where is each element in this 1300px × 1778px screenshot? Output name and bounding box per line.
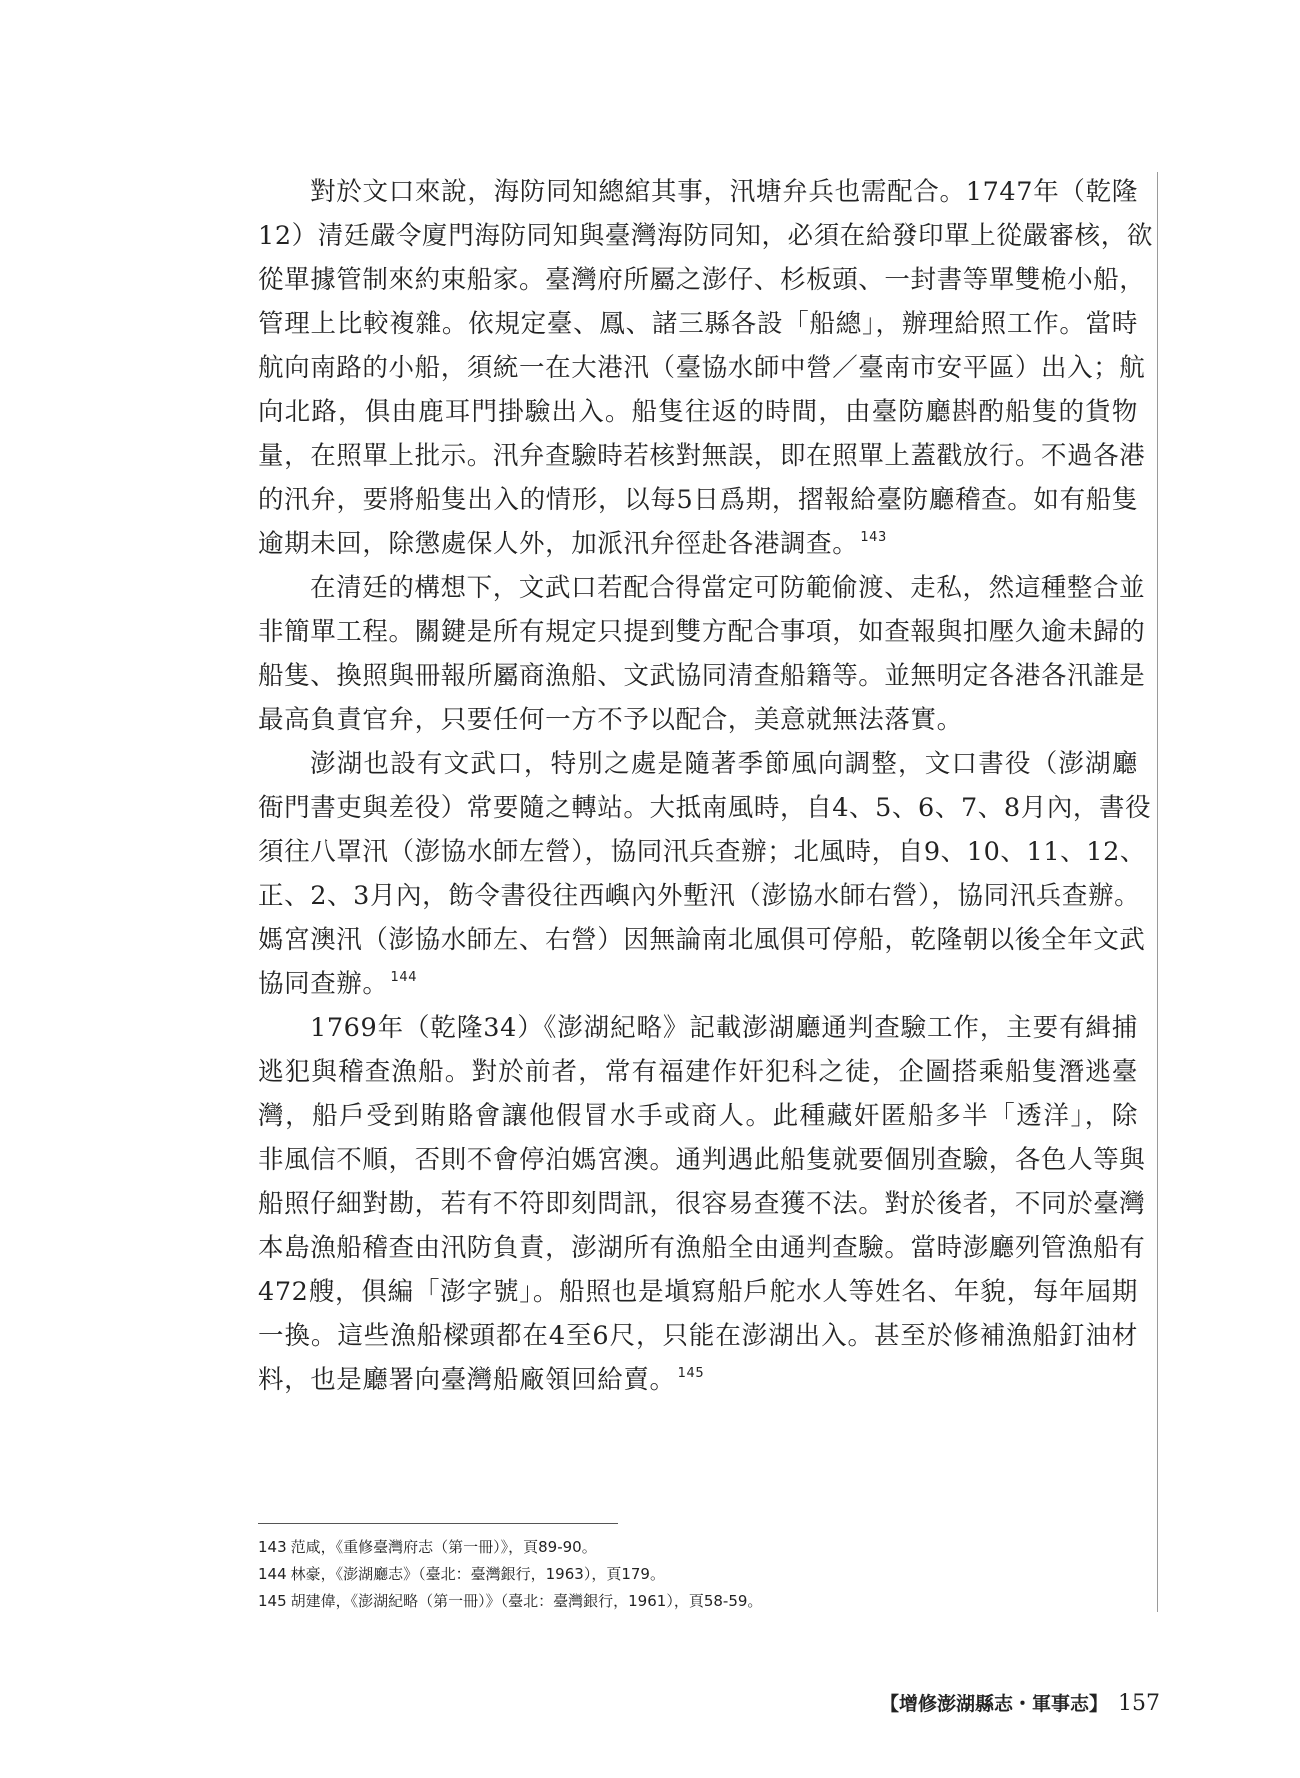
footnote-145 — [258, 1588, 1138, 1615]
footnote-text: 林豪，《澎湖廳志》（臺北：臺灣銀行，1963），頁179。 — [290, 1565, 665, 1583]
text-line: 從單據管制來約束船家。臺灣府所屬之澎仔、杉板頭、一封書等單雙桅小船， — [258, 265, 1146, 295]
text-line: 非簡單工程。關鍵是所有規定只提到雙方配合事項，如查報與扣壓久逾未歸的 — [258, 617, 1146, 647]
text-line: 非風信不順，否則不會停泊媽宮澳。通判遇此船隻就要個別查驗，各色人等與 — [258, 1145, 1146, 1175]
text-line: 量，在照單上批示。汛弁查驗時若核對無誤，即在照單上蓋戳放行。不過各港 — [258, 441, 1146, 471]
text-line: 一換。這些漁船樑頭都在4至6尺，只能在澎湖出入。甚至於修補漁船釘油材 — [258, 1321, 1138, 1351]
footnote-ref-143[interactable]: 143 — [860, 530, 887, 545]
margin-rule — [1157, 172, 1158, 1612]
body-text — [258, 170, 1153, 1402]
text-line: 船隻、換照與冊報所屬商漁船、文武協同清查船籍等。並無明定各港各汛誰是 — [258, 661, 1146, 691]
text-line — [258, 1358, 1138, 1402]
text-line: 向北路，俱由鹿耳門掛驗出入。船隻往返的時間，由臺防廳斟酌船隻的貨物 — [258, 397, 1138, 427]
footnote-144 — [258, 1561, 1138, 1588]
footnotes — [258, 1534, 1138, 1615]
text-line — [258, 522, 1138, 566]
text-line: 管理上比較複雜。依規定臺、鳳、諸三縣各設「船總」，辦理給照工作。當時 — [258, 309, 1138, 339]
page-number: 157 — [1118, 1691, 1160, 1716]
paragraph-3 — [258, 742, 1152, 1006]
footnote-number: 144 — [258, 1565, 287, 1583]
footnote-ref-144[interactable]: 144 — [390, 970, 418, 985]
text-line: 最高負責官弁，只要任何一方不予以配合，美意就無法落實。 — [258, 705, 963, 735]
text-line: 澎湖也設有文武口，特別之處是隨著季節風向調整，文口書役（澎湖廳 — [310, 749, 1138, 779]
footnote-number: 145 — [258, 1592, 287, 1610]
text-line: 本島漁船稽查由汛防負責，澎湖所有漁船全由通判查驗。當時澎廳列管漁船有 — [258, 1233, 1146, 1263]
footnote-number: 143 — [258, 1538, 287, 1556]
footnote-text: 范咸，《重修臺灣府志（第一冊）》，頁89-90。 — [290, 1538, 597, 1556]
text-line-content: 料，也是廳署向臺灣船廠領回給賣。 — [258, 1365, 676, 1395]
text-line: 472艘，俱編「澎字號」。船照也是塡寫船戶舵水人等姓名、年貌，每年屆期 — [258, 1277, 1138, 1307]
text-line: 灣，船戶受到賄賂會讓他假冒水手或商人。此種藏奸匿船多半「透洋」，除 — [258, 1101, 1138, 1131]
text-line: 船照仔細對勘，若有不符即刻問訊，很容易查獲不法。對於後者，不同於臺灣 — [258, 1189, 1146, 1219]
footnote-ref-145[interactable]: 145 — [677, 1366, 705, 1381]
footnote-143 — [258, 1534, 1138, 1561]
text-line-content: 逾期未回，除懲處保人外，加派汛弁徑赴各港調查。 — [258, 529, 859, 559]
paragraph-1 — [258, 170, 1153, 566]
text-line: 衙門書吏與差役）常要隨之轉站。大抵南風時，自4、5、6、7、8月內，書役 — [258, 793, 1152, 823]
book-title: 【增修澎湖縣志・軍事志】 — [879, 1693, 1108, 1715]
paragraph-4 — [258, 1006, 1146, 1402]
text-line: 正、2、3月內，飭令書役往西嶼內外塹汛（澎協水師右營），協同汛兵查辦。 — [258, 881, 1141, 911]
paragraph-2 — [258, 566, 1146, 742]
text-line: 航向南路的小船，須統一在大港汛（臺協水師中營／臺南市安平區）出入；航 — [258, 353, 1146, 383]
text-line: 1769年（乾隆34）《澎湖紀略》記載澎湖廳通判查驗工作，主要有緝捕 — [310, 1013, 1138, 1043]
text-line: 在清廷的構想下，文武口若配合得當定可防範偷渡、走私，然這種整合並 — [310, 573, 1146, 603]
text-line: 媽宮澳汛（澎協水師左、右營）因無論南北風俱可停船，乾隆朝以後全年文武 — [258, 925, 1146, 955]
text-line: 的汛弁，要將船隻出入的情形，以每5日爲期，摺報給臺防廳稽查。如有船隻 — [258, 485, 1138, 515]
text-line: 12）清廷嚴令廈門海防同知與臺灣海防同知，必須在給發印單上從嚴審核，欲 — [258, 221, 1153, 251]
footnote-text: 胡建偉，《澎湖紀略（第一冊）》（臺北：臺灣銀行，1961），頁58-59。 — [290, 1592, 763, 1610]
running-footer — [880, 1689, 1160, 1716]
text-line — [258, 962, 1138, 1006]
text-line: 對於文口來說，海防同知總綰其事，汛塘弁兵也需配合。1747年（乾隆 — [310, 177, 1138, 207]
text-line: 逃犯與稽查漁船。對於前者，常有福建作奸犯科之徒，企圖搭乘船隻潛逃臺 — [258, 1057, 1138, 1087]
text-line-content: 協同查辦。 — [258, 969, 389, 999]
text-line: 須往八罩汛（澎協水師左營），協同汛兵查辦；北風時，自9、10、11、12、 — [258, 837, 1147, 867]
footnote-divider — [258, 1523, 618, 1524]
